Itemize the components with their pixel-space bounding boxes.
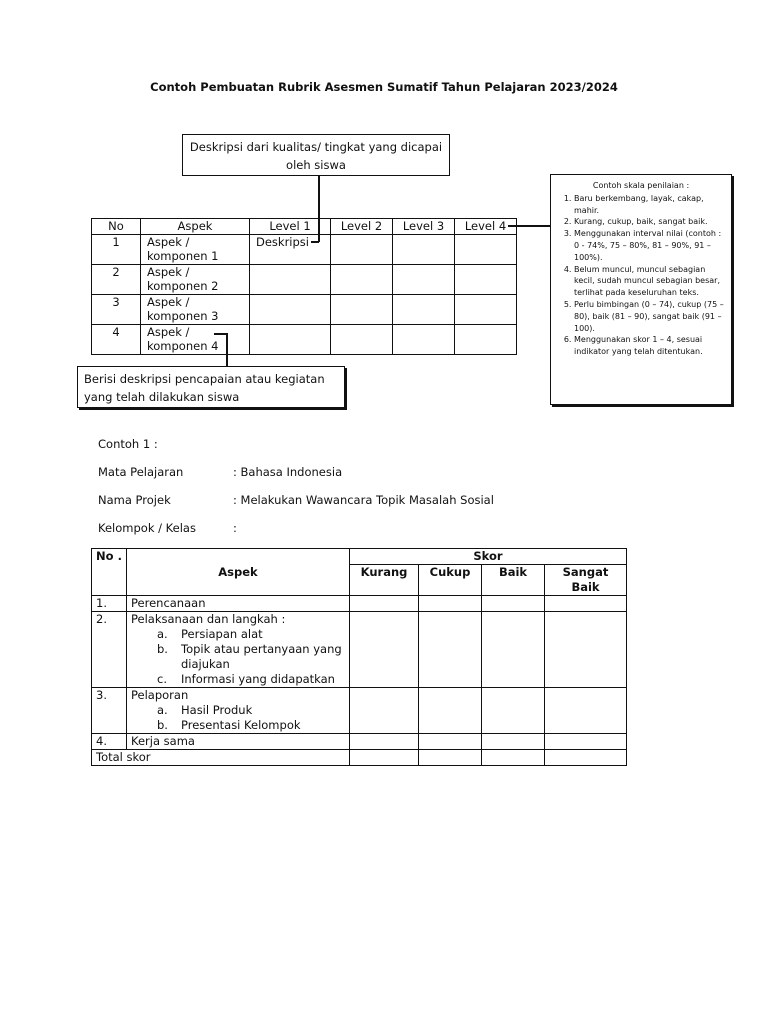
callout-scale-examples	[550, 174, 732, 405]
row-no: 4	[92, 324, 141, 354]
field-label: Kelompok / Kelas	[98, 521, 196, 535]
scale-item: 5. Perlu bimbingan (0 – 74), cukup (75 – 80), baik (81 – 90), sangat baik (91 – 100).	[574, 299, 725, 334]
row-no: 1	[92, 234, 141, 264]
scale-item: 1. Baru berkembang, layak, cakap, mahir.	[574, 193, 725, 217]
sub-item: b. Presentasi Kelompok	[157, 718, 301, 732]
sub-item: b. Topik atau pertanyaan yang diajukan	[157, 642, 342, 671]
header-no: No .	[92, 549, 127, 596]
total-row	[92, 750, 627, 766]
scale-item: 3. Menggunakan interval nilai (contoh : 0 - 74%, 75 – 80%, 81 – 90%, 91 – 100%).	[574, 228, 725, 263]
scale-header: Contoh skala penilaian :	[592, 181, 690, 190]
callout-level-description: Deskripsi dari kualitas/ tingkat yang dicapai oleh siswa	[182, 134, 450, 176]
row-aspek	[127, 612, 350, 688]
sub-item: a. Persiapan alat	[157, 627, 263, 641]
aspek-title: Pelaksanaan dan langkah :	[131, 612, 286, 626]
row-no: 2	[92, 264, 141, 294]
col-header: Level 2	[331, 219, 393, 235]
header-sangat-baik: Sangat Baik	[545, 565, 627, 596]
row-aspek: Kerja sama	[127, 734, 350, 750]
col-header: Aspek	[141, 219, 250, 235]
row-level1	[250, 324, 331, 354]
total-label: Total skor	[92, 750, 350, 766]
rubric-table	[91, 218, 517, 355]
row-level1: Deskripsi	[250, 234, 331, 264]
row-aspek: Aspek / komponen 2	[141, 264, 250, 294]
scale-item: 6. Menggunakan skor 1 – 4, sesuai indikator yang telah ditentukan.	[574, 334, 725, 358]
scale-item: 4. Belum muncul, muncul sebagian kecil, sudah muncul sebagian besar, terlihat pada keseluruhan teks.	[574, 264, 725, 299]
row-aspek: Aspek / komponen 1	[141, 234, 250, 264]
header-aspek: Aspek	[127, 549, 350, 596]
table-row	[92, 688, 627, 734]
row-level1	[250, 264, 331, 294]
example-heading: Contoh 1 :	[98, 437, 158, 451]
field-label: Mata Pelajaran	[98, 465, 184, 479]
table-row	[92, 264, 517, 294]
header-cukup: Cukup	[419, 565, 482, 596]
table-row	[92, 234, 517, 264]
table-row	[92, 324, 517, 354]
row-aspek: Aspek / komponen 4	[141, 324, 250, 354]
score-header-row	[92, 549, 627, 565]
connector-line	[226, 333, 228, 367]
field-value: :	[233, 521, 237, 535]
col-header: Level 1	[250, 219, 331, 235]
row-aspek: Aspek / komponen 3	[141, 294, 250, 324]
header-skor: Skor	[350, 549, 627, 565]
field-label: Nama Projek	[98, 493, 171, 507]
callout-aspect-description: Berisi deskripsi pencapaian atau kegiatan yang telah dilakukan siswa	[77, 366, 345, 408]
table-row	[92, 596, 627, 612]
table-row	[92, 294, 517, 324]
table-row	[92, 612, 627, 688]
row-no: 4.	[92, 734, 127, 750]
sub-item: c. Informasi yang didapatkan	[157, 672, 335, 686]
header-baik: Baik	[482, 565, 545, 596]
col-header: No	[92, 219, 141, 235]
row-level1	[250, 294, 331, 324]
aspek-title: Pelaporan	[131, 688, 189, 702]
scale-list	[557, 193, 725, 358]
field-value: : Bahasa Indonesia	[233, 465, 343, 479]
row-aspek	[127, 688, 350, 734]
page-title: Contoh Pembuatan Rubrik Asesmen Sumatif Tahun Pelajaran 2023/2024	[150, 80, 618, 94]
col-header: Level 3	[393, 219, 455, 235]
row-aspek: Perencanaan	[127, 596, 350, 612]
scale-item: 2. Kurang, cukup, baik, sangat baik.	[574, 216, 725, 228]
header-kurang: Kurang	[350, 565, 419, 596]
col-header: Level 4	[455, 219, 517, 235]
row-no: 1.	[92, 596, 127, 612]
score-table	[91, 548, 627, 766]
rubric-header-row	[92, 219, 517, 235]
sub-item: a. Hasil Produk	[157, 703, 253, 717]
row-no: 3	[92, 294, 141, 324]
row-no: 3.	[92, 688, 127, 734]
field-value: : Melakukan Wawancara Topik Masalah Sosial	[233, 493, 494, 507]
row-no: 2.	[92, 612, 127, 688]
table-row	[92, 734, 627, 750]
